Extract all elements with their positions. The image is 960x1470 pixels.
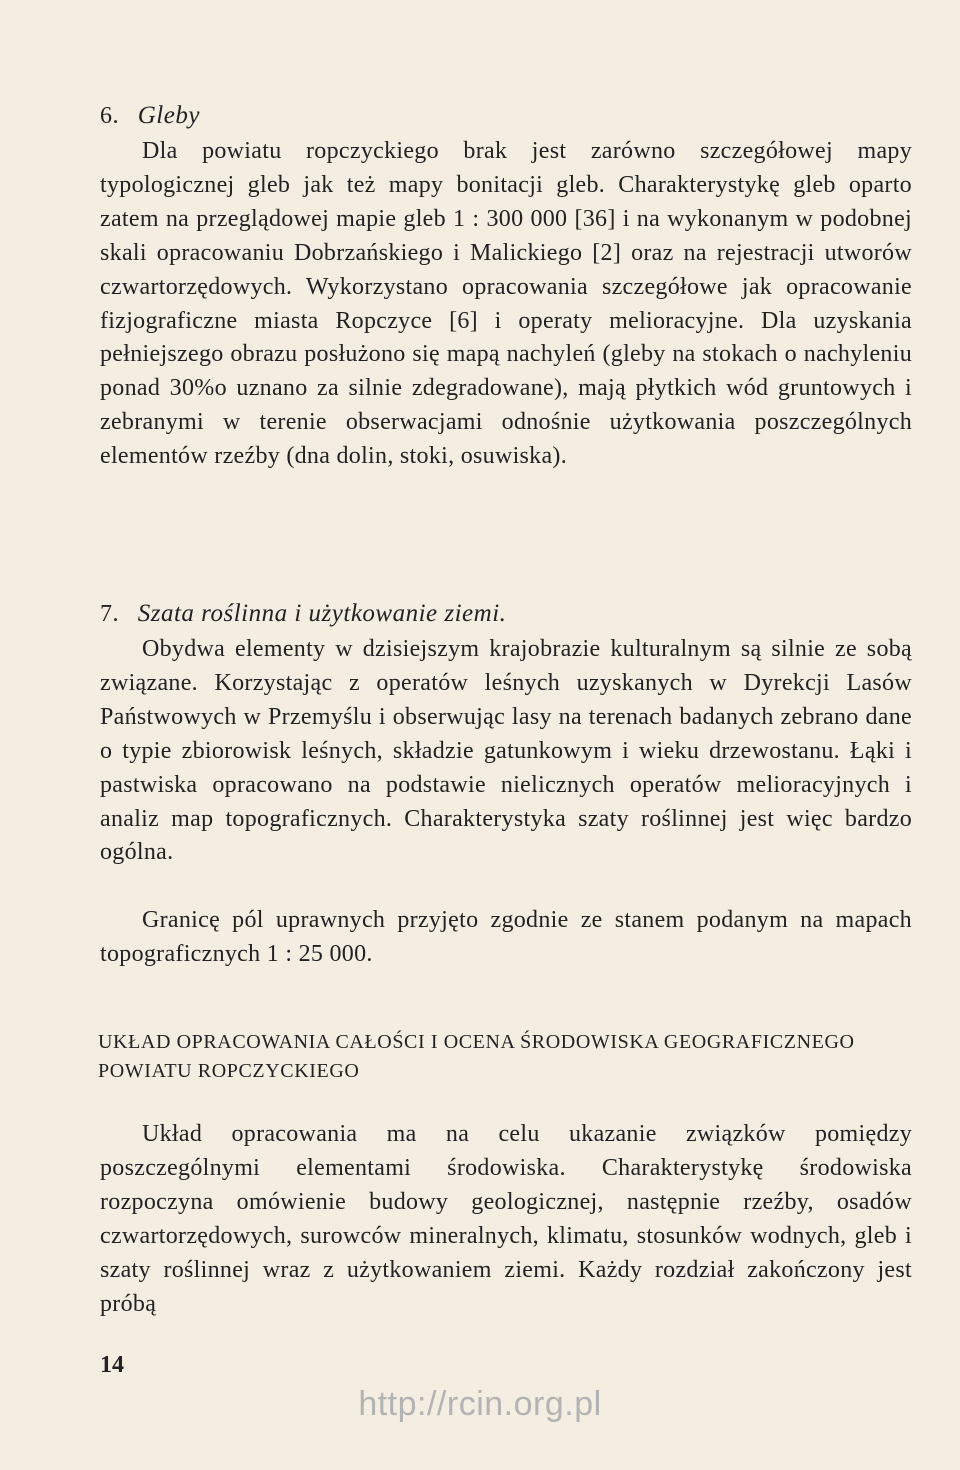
chapter-heading: UKŁAD OPRACOWANIA CAŁOŚCI I OCENA ŚRODOWISKA GEOGRAFICZNEGO POWIATU ROPCZYCKIEGO [98,1031,855,1082]
section-7-title: Szata roślinna i użytkowanie ziemi. [137,600,507,627]
section-7-number: 7. [100,601,119,627]
watermark-url: http://rcin.org.pl [358,1385,602,1423]
section-6-number: 6. [100,103,119,129]
section-7-heading [100,600,506,628]
section-7-paragraph-1: Obydwa elementy w dzisiejszym krajobrazie kulturalnym są silnie ze sobą związane. Korzystając z operatów leśnych uzyskanych w Dyrekcji Lasów Państwowych w Przemyślu i obserwując lasy na terenach badanych zebrano dane o typie zbiorowisk leśnych, składzie gatunkowym i wieku drzewostanu. Łąki i pastwiska opracowano na podstawie nielicznych operatów melioracyjnych i analiz map topograficznych. Charakterystyka szaty roślinnej jest więc bardzo ogólna. [100,636,912,866]
page-number: 14 [100,1352,124,1378]
chapter-paragraph: Układ opracowania ma na celu ukazanie związków pomiędzy poszczególnymi elementami środowiska. Charakterystykę środowiska rozpoczyna omówienie budowy geologicznej, następnie rzeźby, osadów czwartorzędowych, surowców mineralnych, klimatu, stosunków wodnych, gleb i szaty roślinnej wraz z użytkowaniem ziemi. Każdy rozdział zakończony jest próbą [100,1121,912,1317]
section-7-paragraph-2: Granicę pól uprawnych przyjęto zgodnie ze stanem podanym na mapach topograficznych 1 : 25 000. [100,907,912,967]
section-6-paragraph: Dla powiatu ropczyckiego brak jest zarówno szczegółowej mapy typologicznej gleb jak też mapy bonitacji gleb. Charakterystykę gleb oparto zatem na przeglądowej mapie gleb 1 : 300 000 [36] i na wykonanym w podobnej skali opracowaniu Dobrzańskiego i Malickiego [2] oraz na rejestracji utworów czwartorzędowych. Wykorzystano opracowania szczegółowe jak opracowanie fizjograficzne miasta Ropczyce [6] i operaty melioracyjne. Dla uzyskania pełniejszego obrazu posłużono się mapą nachyleń (gleby na stokach o nachyleniu ponad 30%o uznano za silnie zdegradowane), mają płytkich wód gruntowych i zebranymi w terenie obserwacjami odnośnie użytkowania poszczególnych elementów rzeźby (dna dolin, stoki, osuwiska). [100,138,912,470]
section-6-heading [100,102,200,130]
section-6-title: Gleby [137,102,200,129]
